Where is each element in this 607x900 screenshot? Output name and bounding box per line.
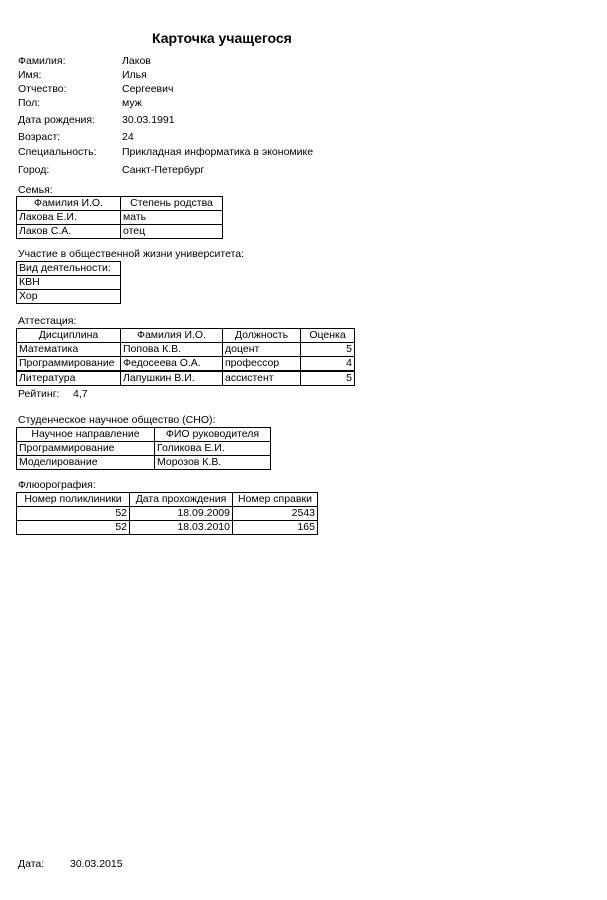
table-header: Оценка (301, 329, 355, 343)
name-value: Илья (122, 69, 147, 81)
table-cell: Хор (17, 290, 121, 304)
table-cell: 2543 (233, 507, 318, 521)
table-cell: отец (121, 225, 223, 239)
table-header: ФИО руководителя (155, 428, 271, 442)
table-row (17, 507, 318, 521)
attestation-table (16, 328, 355, 386)
age-label: Возраст: (18, 131, 61, 143)
table-header-row (17, 262, 121, 276)
specialty-value: Прикладная информатика в экономике (122, 146, 314, 158)
activities-section-label: Участие в общественной жизни университета: (18, 248, 245, 260)
table-cell: Голикова Е.И. (155, 442, 271, 456)
table-row (17, 371, 355, 386)
rating-value: 4,7 (73, 388, 88, 400)
gender-value: муж (122, 97, 142, 109)
table-header: Номер справки (233, 493, 318, 507)
patronymic-value: Сергеевич (122, 83, 174, 95)
sno-section-label: Студенческое научное общество (СНО): (18, 414, 216, 426)
family-section-label: Семья: (18, 184, 53, 196)
table-row (17, 521, 318, 535)
table-cell: Морозов К.В. (155, 456, 271, 470)
table-cell: 52 (17, 521, 130, 535)
table-row (17, 225, 223, 239)
table-row (17, 357, 355, 372)
sno-table (16, 427, 271, 470)
activities-table (16, 261, 121, 304)
footer-date-label: Дата: (18, 858, 45, 870)
table-header: Вид деятельности: (17, 262, 121, 276)
table-header-row (17, 493, 318, 507)
age-value: 24 (122, 131, 134, 143)
birthdate-label: Дата рождения: (18, 114, 95, 126)
table-row (17, 442, 271, 456)
table-cell: Моделирование (17, 456, 155, 470)
table-cell: Литература (17, 371, 121, 386)
table-cell: Лаков С.А. (17, 225, 121, 239)
table-cell: Математика (17, 343, 121, 357)
table-row (17, 456, 271, 470)
table-cell: Программирование (17, 357, 121, 372)
table-row (17, 276, 121, 290)
footer-date-value: 30.03.2015 (70, 858, 123, 870)
table-header: Фамилия И.О. (121, 329, 223, 343)
table-row (17, 290, 121, 304)
table-cell: 5 (301, 343, 355, 357)
patronymic-label: Отчество: (18, 83, 67, 95)
table-cell: ассистент (223, 371, 301, 386)
table-cell: 52 (17, 507, 130, 521)
table-header: Научное направление (17, 428, 155, 442)
city-label: Город: (18, 164, 50, 176)
table-cell: мать (121, 211, 223, 225)
table-cell: Лакова Е.И. (17, 211, 121, 225)
name-label: Имя: (18, 69, 42, 81)
table-cell: 18.03.2010 (130, 521, 233, 535)
table-cell: Попова К.В. (121, 343, 223, 357)
attestation-section-label: Аттестация: (18, 315, 77, 327)
table-header-row (17, 428, 271, 442)
family-table (16, 196, 223, 239)
table-header: Степень родства (121, 197, 223, 211)
table-cell: КВН (17, 276, 121, 290)
table-cell: Федосеева О.А. (121, 357, 223, 372)
page-title: Карточка учащегося (152, 30, 292, 46)
table-cell: 165 (233, 521, 318, 535)
table-cell: Программирование (17, 442, 155, 456)
surname-label: Фамилия: (18, 55, 66, 67)
fluoro-table (16, 492, 318, 535)
table-header: Должность (223, 329, 301, 343)
table-header: Номер поликлиники (17, 493, 130, 507)
table-cell: 5 (301, 371, 355, 386)
table-row (17, 343, 355, 357)
fluoro-section-label: Флюорография: (18, 479, 96, 491)
table-header: Фамилия И.О. (17, 197, 121, 211)
table-cell: 4 (301, 357, 355, 372)
rating-label: Рейтинг: (18, 388, 60, 400)
table-header-row (17, 197, 223, 211)
birthdate-value: 30.03.1991 (122, 114, 175, 126)
table-cell: 18.09.2009 (130, 507, 233, 521)
table-row (17, 211, 223, 225)
gender-label: Пол: (18, 97, 41, 109)
table-header-row (17, 329, 355, 343)
table-header: Дисциплина (17, 329, 121, 343)
table-cell: Лапушкин В.И. (121, 371, 223, 386)
table-header: Дата прохождения (130, 493, 233, 507)
table-cell: доцент (223, 343, 301, 357)
table-cell: профессор (223, 357, 301, 372)
surname-value: Лаков (122, 55, 151, 67)
city-value: Санкт-Петербург (122, 164, 205, 176)
specialty-label: Специальность: (18, 146, 97, 158)
